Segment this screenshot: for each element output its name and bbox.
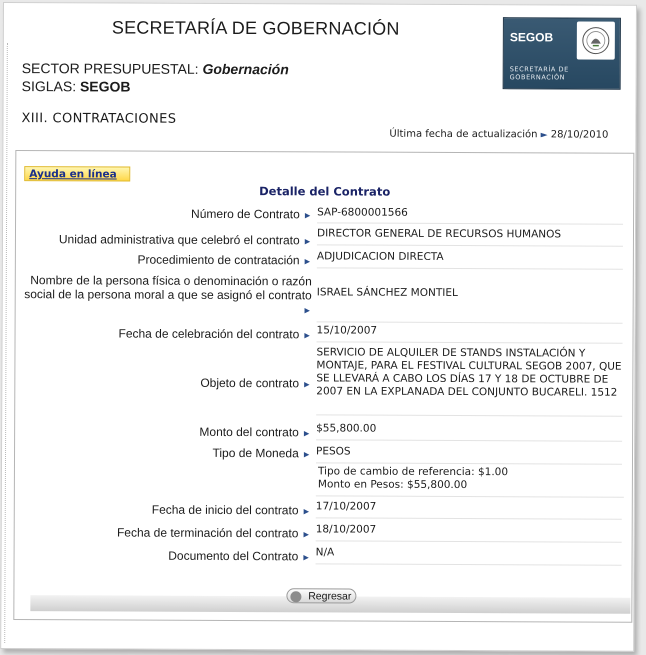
field-value: SAP-6800001566 (317, 206, 623, 224)
field-value: ISRAEL SÁNCHEZ MONTIEL (317, 286, 623, 323)
logo-subtitle: SECRETARÍA DE GOBERNACIÓN (509, 65, 569, 82)
help-link[interactable]: Ayuda en línea (24, 166, 130, 181)
row-procedimiento (16, 249, 633, 268)
row-unidad (16, 226, 633, 248)
field-value: 18/10/2007 (316, 523, 622, 542)
sector-line (22, 60, 289, 77)
field-value: 17/10/2007 (316, 500, 622, 519)
amount-pesos: Monto en Pesos: $55,800.00 (317, 478, 468, 492)
field-value: 15/10/2007 (317, 324, 623, 343)
field-label: Tipo de Moneda ► (212, 445, 312, 461)
row-moneda (15, 444, 632, 461)
field-value: $55,800.00 (316, 422, 622, 441)
field-label: Documento del Contrato ► (168, 548, 311, 564)
sector-value: Gobernación (202, 60, 289, 78)
field-value: DIRECTOR GENERAL DE RECURSOS HUMANOS (317, 227, 623, 246)
exchange-info (316, 465, 624, 497)
logo-name: SEGOB (509, 30, 554, 45)
row-tipo-cambio (15, 464, 632, 492)
field-label: Número de Contrato ► (191, 206, 313, 222)
field-value: SERVICIO DE ALQUILER DE STANDS INSTALACIÓN Y MONTAJE, PARA EL FESTIVAL CULTURAL SEGOB 2007, QUE SE LLEVARÁ A CABO LOS DÍAS 17 Y 18 DE OCTUBRE DE 2007 EN LA EXPLANADA DEL CONJUNTO BUCARELI. 1512 (316, 346, 622, 416)
field-label: Nombre de la persona física o denominación o razón social de la persona moral a que se asignó el contrato ► (24, 273, 312, 316)
row-numero (16, 205, 633, 222)
field-value: N/A (316, 546, 622, 565)
row-monto (15, 421, 632, 440)
mexico-seal-icon (577, 22, 615, 60)
section-title: XIII. CONTRATACIONES (21, 111, 177, 127)
siglas-line (22, 78, 131, 94)
siglas-label: SIGLAS: (21, 78, 77, 95)
row-objeto (16, 345, 633, 399)
left-dotted-border (4, 43, 9, 643)
field-label: Fecha de terminación del contrato ► (116, 525, 311, 541)
siglas-value: SEGOB (79, 78, 131, 95)
exchange-rate: Tipo de cambio de referencia: $1.00 (317, 465, 509, 479)
field-label: Monto del contrato ► (199, 424, 312, 440)
field-label: Fecha de inicio del contrato ► (151, 502, 311, 518)
field-label: Procedimiento de contratación ► (137, 252, 312, 268)
last-updated (389, 129, 608, 141)
contract-detail-panel (13, 150, 634, 623)
sector-label: SECTOR PRESUPUESTAL: (21, 60, 199, 77)
updated-value: 28/10/2010 (550, 129, 609, 141)
row-inicio (15, 499, 632, 518)
back-arrow-icon (290, 591, 301, 602)
field-value: PESOS (316, 445, 622, 464)
row-documento (15, 545, 632, 564)
field-label: Objeto de contrato ► (200, 375, 312, 391)
arrow-right-icon: ► (540, 130, 548, 141)
row-nombre (16, 273, 633, 316)
updated-label: Última fecha de actualización (389, 128, 538, 141)
detail-title: Detalle del Contrato (259, 184, 391, 199)
field-label: Unidad administrativa que celebró el contrato ► (58, 232, 312, 248)
back-button[interactable] (286, 588, 356, 603)
row-terminacion (15, 522, 632, 541)
segob-logo (503, 17, 621, 90)
field-label: Fecha de celebración del contrato ► (118, 326, 312, 342)
page-title: SECRETARÍA DE GOBERNACIÓN (111, 17, 400, 39)
field-value: ADJUDICACION DIRECTA (317, 250, 623, 269)
back-button-label: Regresar (308, 590, 352, 603)
row-fecha-celebracion (16, 323, 633, 342)
page-sheet (0, 2, 637, 652)
